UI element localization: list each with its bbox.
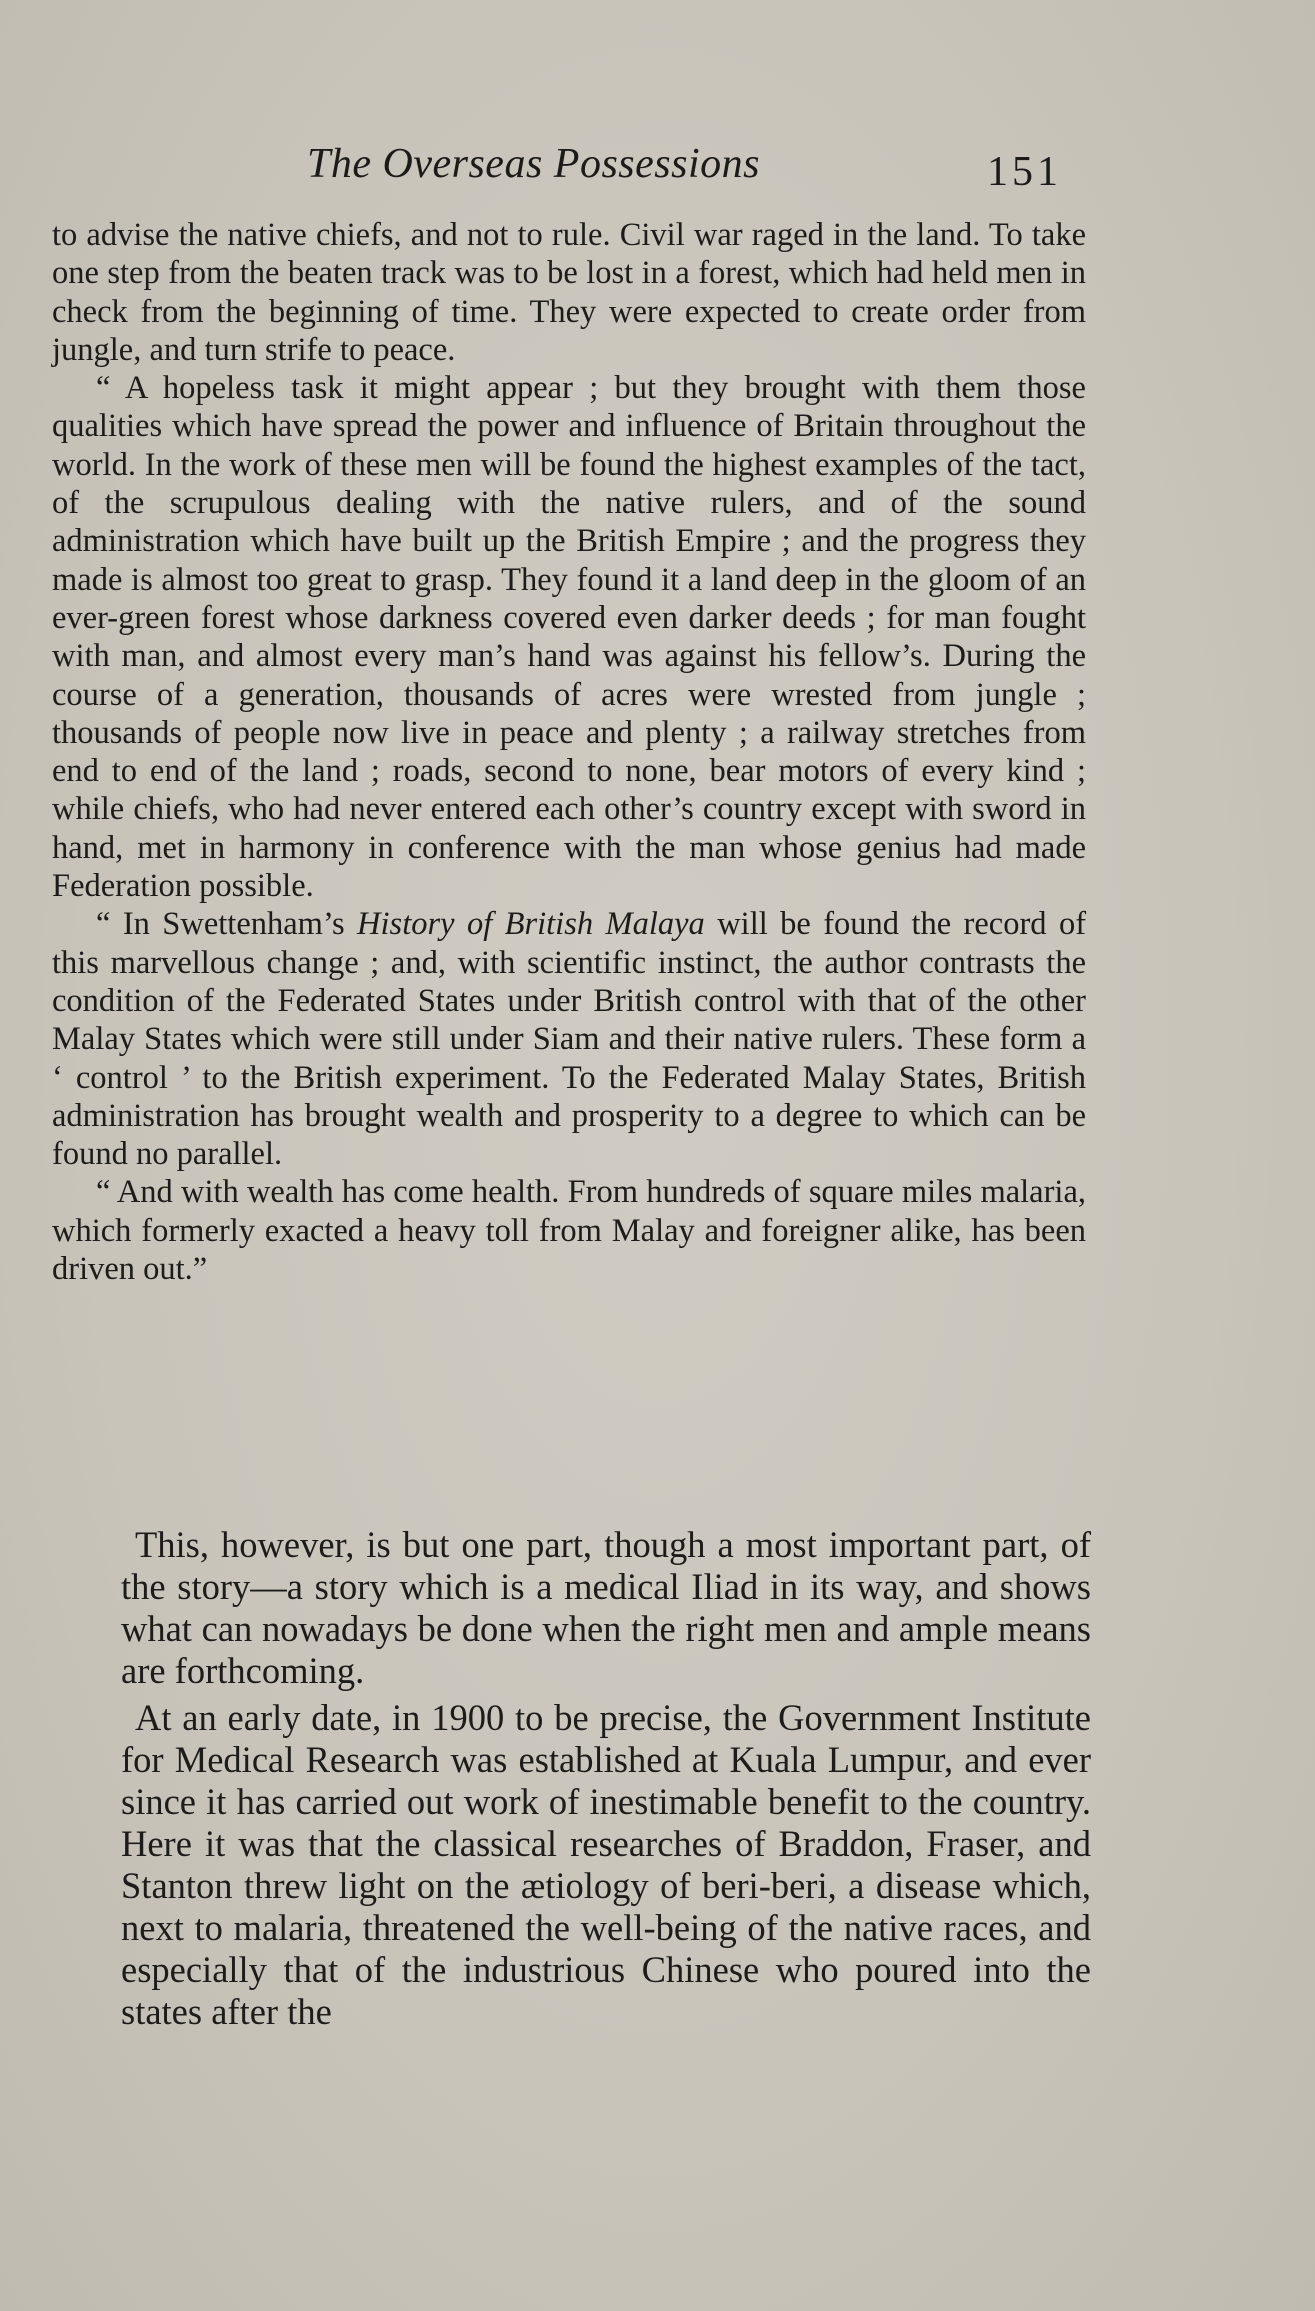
quote-paragraph-4: “ And with wealth has come health. From hundreds of square miles malaria, which formerly exacted a heavy toll from Malay and foreigner alike, has been driven out.”: [52, 1174, 1086, 1288]
quote-paragraph-3: [52, 905, 1086, 1173]
page-number: 151: [987, 149, 1062, 195]
quote-paragraph-2: “ A hopeless task it might appear ; but they brought with them those qualities which have spread the power and influence of Britain throughout the world. In the work of these men will be found the highest examples of the tact, of the scrupulous dealing with the native rulers, and of the sound administration which have built up the British Empire ; and the progress they made is almost too great to grasp. They found it a land deep in the gloom of an ever-green forest whose darkness covered even darker deeds ; for man fought with man, and almost every man’s hand was against his fellow’s. During the course of a generation, thousands of acres were wrested from jungle ; thousands of people now live in peace and plenty ; a railway stretches from end to end of the land ; roads, second to none, bear motors of every kind ; while chiefs, who had never entered each other’s country except with sword in hand, met in harmony in conference with the man whose genius had made Federation possible.: [52, 370, 1086, 905]
body-paragraph-1: This, however, is but one part, though a most important part, of the story—a story which is a medical Iliad in its way, and shows what can nowadays be done when the right men and ample means are forthcoming.: [121, 1524, 1091, 1691]
running-head: [0, 140, 1315, 200]
body-text: [121, 1524, 1091, 2033]
running-title: The Overseas Possessions: [307, 141, 760, 187]
quoted-passage: [52, 216, 1086, 1288]
quote-paragraph-3-lead: “ In Swettenham’s: [96, 906, 345, 943]
book-title-reference: History of British Malaya: [357, 906, 705, 943]
quote-paragraph-1: to advise the native chiefs, and not to rule. Civil war raged in the land. To take one step from the beaten track was to be lost in a forest, which had held men in check from the beginning of time. They were expected to create order from jungle, and turn strife to peace.: [52, 217, 1086, 368]
body-paragraph-2: At an early date, in 1900 to be precise, the Government Institute for Medical Research was established at Kuala Lumpur, and ever since it has carried out work of inestimable benefit to the country. Here it was that the classical researches of Braddon, Fraser, and Stanton threw light on the ætiology of beri-beri, a disease which, next to malaria, threatened the well-being of the native races, and especially that of the industrious Chinese who poured into the states after the: [121, 1697, 1091, 2032]
quote-paragraph-3-rest: will be found the record of this marvellous change ; and, with scientific instinct, the author contrasts the condition of the Federated States under British control with that of the other Malay States which were still under Siam and their native rulers. These form a ‘ control ’ to the British experiment. To the Federated Malay States, British administration has brought wealth and prosperity to a degree to which can be found no parallel.: [52, 906, 1087, 1173]
